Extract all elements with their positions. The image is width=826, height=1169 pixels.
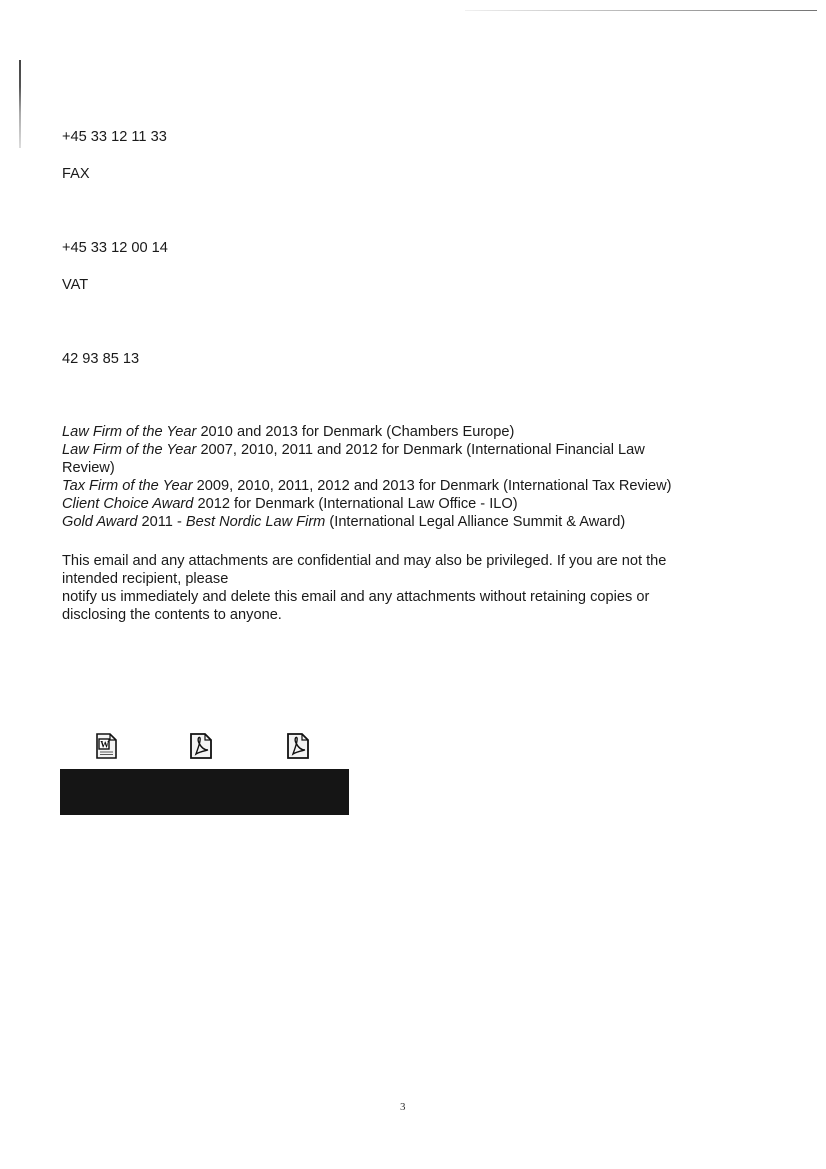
award-line: Law Firm of the Year 2010 and 2013 for Denmark (Chambers Europe): [62, 424, 515, 440]
vat-number: 42 93 85 13: [62, 351, 140, 367]
award-line: Law Firm of the Year 2007, 2010, 2011 and 2012 for Denmark (International Financial Law: [62, 442, 645, 458]
awards-list: [62, 423, 762, 531]
award-line: Review): [62, 460, 115, 476]
scan-artifact-line: [465, 10, 817, 11]
attachment-labels: [60, 769, 349, 815]
award-line: Client Choice Award 2012 for Denmark (International Law Office - ILO): [62, 496, 518, 512]
page-number: 3: [400, 1101, 406, 1113]
pdf-document-icon[interactable]: [286, 733, 310, 759]
phone-number: +45 33 12 11 33: [62, 129, 167, 145]
disclaimer-line: notify us immediately and delete this email and any attachments without retaining copies or: [62, 589, 650, 605]
confidentiality-disclaimer: [62, 552, 762, 624]
scan-margin-mark: [19, 60, 21, 148]
fax-number: +45 33 12 00 14: [62, 240, 168, 256]
pdf-document-icon[interactable]: [189, 733, 213, 759]
word-document-icon[interactable]: [94, 733, 118, 759]
disclaimer-line: This email and any attachments are confidential and may also be privileged. If you are not the: [62, 553, 667, 569]
award-line: Tax Firm of the Year 2009, 2010, 2011, 2012 and 2013 for Denmark (International Tax Review): [62, 478, 672, 494]
disclaimer-line: intended recipient, please: [62, 571, 229, 587]
vat-label: VAT: [62, 277, 89, 293]
svg-text:W: W: [100, 739, 110, 750]
award-line: Gold Award 2011 - Best Nordic Law Firm (International Legal Alliance Summit & Award): [62, 514, 626, 530]
fax-label: FAX: [62, 166, 90, 182]
disclaimer-line: disclosing the contents to anyone.: [62, 607, 282, 623]
